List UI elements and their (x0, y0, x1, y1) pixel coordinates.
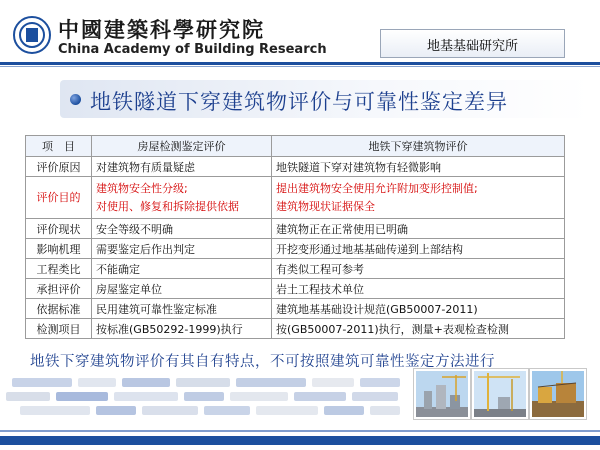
metro-cell-line: 建筑物现状证据保全 (276, 199, 375, 213)
metro-cell: 按(GB50007-2011)执行，测量+表观检查检测 (272, 319, 565, 339)
table-header-row (26, 136, 565, 157)
comparison-table (25, 135, 565, 339)
metro-cell: 有类似工程可参考 (272, 259, 565, 279)
row-label: 评价原因 (26, 157, 92, 177)
table-row (26, 177, 565, 219)
construction-photo (414, 369, 470, 419)
footer-band (0, 436, 600, 445)
house-cell-line: 对使用、修复和拆除提供依据 (96, 199, 239, 213)
org-name-chinese: 中國建築科學研究院 (58, 17, 265, 42)
house-cell: 需要鉴定后作出判定 (92, 239, 272, 259)
row-label: 承担评价 (26, 279, 92, 299)
house-cell-line: 建筑物安全性分级; (96, 181, 188, 195)
department-label: 地基基础研究所 (426, 39, 518, 54)
header-divider (0, 62, 600, 65)
row-label: 检测项目 (26, 319, 92, 339)
academy-logo-icon (13, 16, 51, 54)
house-cell: 民用建筑可靠性鉴定标准 (92, 299, 272, 319)
table-row (26, 319, 565, 339)
row-label: 影响机理 (26, 239, 92, 259)
footer-divider (0, 430, 600, 432)
row-label: 评价目的 (26, 177, 92, 219)
slide-title: 地铁隧道下穿建筑物评价与可靠性鉴定差异 (90, 90, 508, 114)
construction-photo (530, 369, 586, 419)
construction-photo (472, 369, 528, 419)
table-row (26, 279, 565, 299)
column-header-house: 房屋检测鉴定评价 (92, 136, 272, 157)
column-header-item: 项 目 (26, 136, 92, 157)
header-divider-thin (0, 66, 600, 67)
row-label: 工程类比 (26, 259, 92, 279)
table-row (26, 259, 565, 279)
house-cell: 安全等级不明确 (92, 219, 272, 239)
org-name-english: China Academy of Building Research (58, 42, 327, 57)
table-row (26, 219, 565, 239)
row-label: 依据标准 (26, 299, 92, 319)
metro-cell: 岩土工程技术单位 (272, 279, 565, 299)
metro-cell: 建筑地基基础设计规范(GB50007-2011) (272, 299, 565, 319)
row-label: 评价现状 (26, 219, 92, 239)
metro-cell: 开挖变形通过地基基础传递到上部结构 (272, 239, 565, 259)
metro-cell-line: 提出建筑物安全使用允许附加变形控制值; (276, 181, 478, 195)
house-cell: 对建筑物有质量疑虑 (92, 157, 272, 177)
conclusion-text: 地铁下穿建筑物评价有其自有特点，不可按照建筑可靠性鉴定方法进行 (30, 354, 495, 370)
house-cell: 按标准(GB50292-1999)执行 (92, 319, 272, 339)
column-header-metro: 地铁下穿建筑物评价 (272, 136, 565, 157)
metro-cell: 建筑物正在正常使用已明确 (272, 219, 565, 239)
house-cell: 不能确定 (92, 259, 272, 279)
metro-cell: 地铁隧道下穿对建筑物有轻微影响 (272, 157, 565, 177)
bullet-icon (70, 94, 81, 105)
house-cell (92, 177, 272, 219)
table-row (26, 157, 565, 177)
table-row (26, 299, 565, 319)
house-cell: 房屋鉴定单位 (92, 279, 272, 299)
metro-cell (272, 177, 565, 219)
table-row (26, 239, 565, 259)
